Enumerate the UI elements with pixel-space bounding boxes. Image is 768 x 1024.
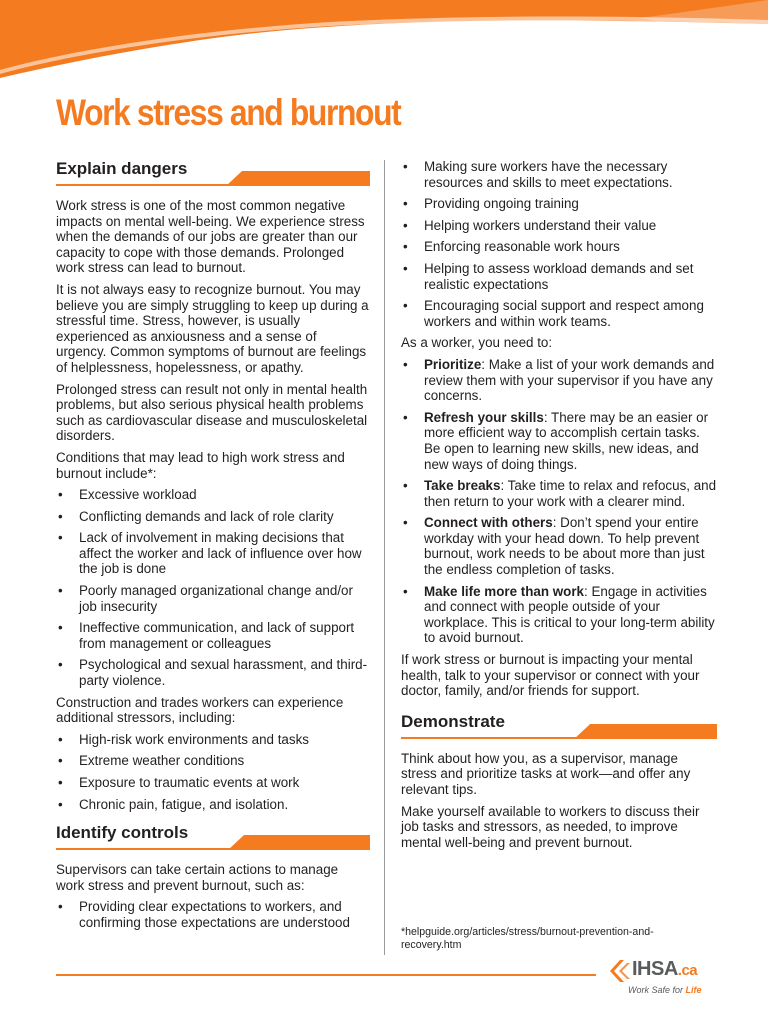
list-item: • Helping workers understand their value (401, 218, 717, 234)
logo-tagline (628, 985, 702, 995)
ihsa-logo (606, 956, 718, 1000)
tagline-emphasis: Life (685, 985, 702, 995)
term-text: : Engage in activities and connect with people outside of your workplace. This is critical to your long-term ability to avoid burnout. (424, 583, 715, 646)
list-item: • High-risk work environments and tasks (56, 732, 370, 748)
supervisor-actions-list-continued (401, 159, 717, 329)
list-item (401, 410, 717, 472)
section-demonstrate (401, 711, 717, 739)
column-divider (384, 160, 385, 955)
page-title: Work stress and burnout (56, 92, 401, 133)
term: Make life more than work (424, 583, 584, 599)
left-column (56, 158, 370, 937)
stressors-list (56, 732, 370, 812)
logo-suffix: .ca (677, 962, 698, 979)
paragraph: As a worker, you need to: (401, 335, 553, 351)
list-item: • Exposure to traumatic events at work (56, 775, 370, 791)
paragraph: Make yourself available to workers to discuss their job tasks and stressors, as needed, to improve mental well-being and prevent burnout. (401, 803, 700, 850)
section-identify-controls (56, 822, 370, 850)
term-text: : Make a list of your work demands and review them with your supervisor if you have any concerns. (424, 356, 715, 404)
list-item (401, 357, 717, 404)
list-item: • Providing clear expectations to workers, and confirming those expectations are understood (56, 899, 370, 930)
list-item: • Psychological and sexual harassment, and third-party violence. (56, 657, 370, 688)
section-explain-dangers (56, 158, 370, 186)
paragraph: Think about how you, as a supervisor, manage stress and prioritize tasks at work—and offer any relevant tips. (401, 750, 691, 797)
paragraph: Conditions that may lead to high work stress and burnout include*: (56, 449, 345, 481)
paragraph: Work stress is one of the most common negative impacts on mental well-being. We experience stress when the demands of our jobs are greater than our capacity to cope with those demands. Prolonged work stress can lead to burnout. (56, 198, 365, 276)
list-item: • Conflicting demands and lack of role clarity (56, 509, 370, 525)
list-item (401, 584, 717, 646)
list-item: • Helping to assess workload demands and set realistic expectations (401, 261, 717, 292)
list-item: • Providing ongoing training (401, 196, 717, 212)
paragraph: It is not always easy to recognize burnout. You may believe you are simply struggling to keep up during a stressful time. Stress, however, is usually experienced as anxiousness and a sense of urgency. Common symptoms of burnout are feelings of helplessness, hopelessness, or apathy. (56, 281, 369, 375)
term-text: : Don’t spend your entire workday with your head down. To help prevent burnout, work needs to be about more than just the endless completion of tasks. (424, 515, 705, 578)
ihsa-chevron-icon (606, 958, 632, 984)
worker-actions-list (401, 357, 717, 646)
paragraph: If work stress or burnout is impacting your mental health, talk to your supervisor or connect with your doctor, family, and/or friends for support. (401, 652, 700, 699)
right-column (401, 159, 717, 856)
supervisor-actions-list (56, 899, 370, 930)
paragraph: Construction and trades workers can experience additional stressors, including: (56, 694, 344, 726)
section-heading: Explain dangers (56, 158, 191, 180)
list-item: • Making sure workers have the necessary resources and skills to meet expectations. (401, 159, 717, 190)
list-item: • Enforcing reasonable work hours (401, 239, 717, 255)
footer-rule (56, 974, 596, 976)
footnote: *helpguide.org/articles/stress/burnout-prevention-and-recovery.htm (401, 926, 654, 951)
conditions-list (56, 487, 370, 689)
tagline-text: Work Safe for (628, 985, 686, 995)
term-text: : Take time to relax and refocus, and then return to your work with a clearer mind. (424, 478, 717, 509)
list-item: • Excessive workload (56, 487, 370, 503)
paragraph: Prolonged stress can result not only in mental health problems, but also serious physical health problems such as cardiovascular disease and musculoskeletal disorders. (56, 381, 368, 444)
term: Take breaks (424, 478, 501, 494)
list-item: • Chronic pain, fatigue, and isolation. (56, 797, 370, 813)
list-item (401, 478, 717, 509)
list-item: • Encouraging social support and respect among workers and within work teams. (401, 298, 717, 329)
section-heading: Demonstrate (401, 711, 509, 733)
list-item: • Extreme weather conditions (56, 753, 370, 769)
term: Connect with others (424, 515, 553, 531)
paragraph: Supervisors can take certain actions to manage work stress and prevent burnout, such as: (56, 862, 339, 893)
logo-wordmark (632, 958, 697, 981)
header-swoosh (0, 0, 768, 80)
section-heading: Identify controls (56, 822, 192, 844)
list-item: • Ineffective communication, and lack of support from management or colleagues (56, 620, 370, 651)
list-item: • Poorly managed organizational change and/or job insecurity (56, 583, 370, 614)
term: Refresh your skills (424, 409, 544, 425)
term: Prioritize (424, 356, 482, 372)
term-text: : There may be an easier or more efficient way to accomplish certain tasks. Be open to learning new skills, new ideas, and new ways of doing things. (424, 409, 709, 472)
list-item: • Lack of involvement in making decisions that affect the worker and lack of influence over how the job is done (56, 530, 370, 577)
list-item (401, 515, 717, 577)
logo-name: IHSA (632, 958, 678, 980)
